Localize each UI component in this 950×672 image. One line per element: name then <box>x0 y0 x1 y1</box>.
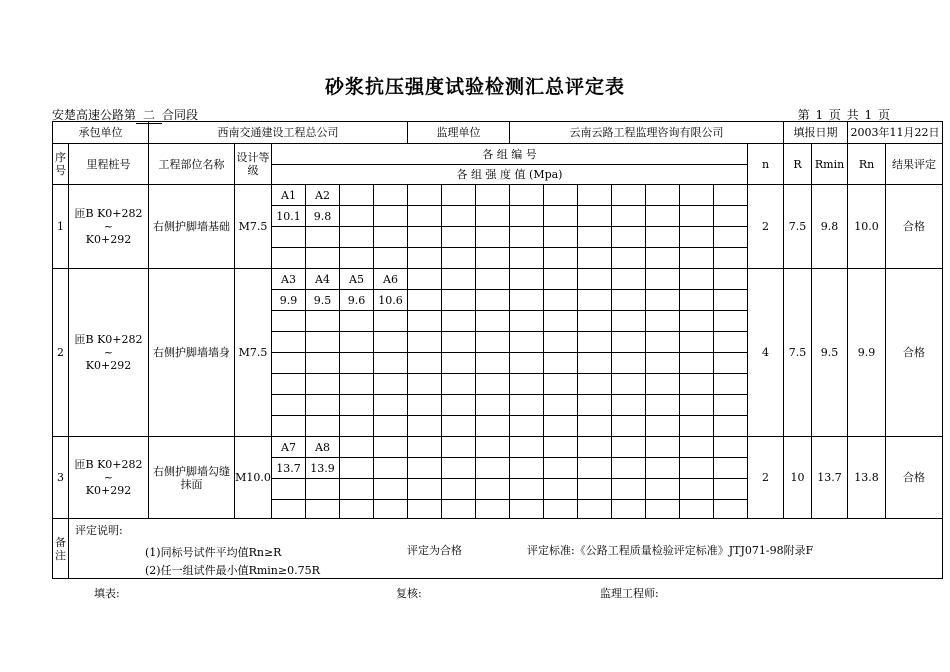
row-rmin: 9.5 <box>812 269 848 437</box>
sample-value: 9.8 <box>306 206 340 227</box>
station-start: 匝B K0+282 <box>74 207 143 220</box>
supervisor-label: 监理单位 <box>408 122 510 144</box>
remarks-item-2: (2)任一组试件最小值Rmin≥0.75R <box>145 563 320 577</box>
row-rn: 13.8 <box>848 437 886 519</box>
sample-id: A2 <box>306 185 340 206</box>
sample-id: A5 <box>340 269 374 290</box>
page-number: 第 1 页 共 1 页 <box>797 108 890 122</box>
row-station <box>69 269 149 437</box>
sample-id: A4 <box>306 269 340 290</box>
sample-id: A8 <box>306 437 340 458</box>
project-suffix: 合同段 <box>162 108 199 122</box>
form-title: 砂浆抗压强度试验检测汇总评定表 <box>324 76 625 98</box>
row-part: 右侧护脚墙墙身 <box>149 269 235 437</box>
row-r: 7.5 <box>784 185 812 269</box>
filler-signature: 填表: <box>94 587 120 600</box>
row-seq: 2 <box>53 269 69 437</box>
station-sep: ~ <box>103 346 114 359</box>
table-row <box>53 437 943 458</box>
row-grade: M7.5 <box>235 269 272 437</box>
contractor-label: 承包单位 <box>53 122 149 144</box>
sample-id: A1 <box>272 185 306 206</box>
date-value: 2003年11月22日 <box>848 122 943 144</box>
row-seq: 3 <box>53 437 69 519</box>
contractor-value: 西南交通建设工程总公司 <box>149 122 408 144</box>
sample-id: A3 <box>272 269 306 290</box>
remarks-heading: 评定说明: <box>75 523 123 537</box>
column-header-row-1 <box>53 144 943 165</box>
row-rn: 9.9 <box>848 269 886 437</box>
row-seq: 1 <box>53 185 69 269</box>
col-r: R <box>784 144 812 185</box>
col-rmin: Rmin <box>812 144 848 185</box>
remarks-item-1: (1)同标号试件平均值Rn≥R <box>145 545 282 559</box>
col-group-no: 各 组 编 号 <box>272 144 748 165</box>
remarks-standard: 评定标准:《公路工程质量检验评定标准》JTJ071-98附录F <box>527 543 814 557</box>
row-r: 10 <box>784 437 812 519</box>
engineer-signature: 监理工程师: <box>600 587 659 600</box>
col-grade: 设计等级 <box>235 144 272 185</box>
row-result: 合格 <box>886 269 943 437</box>
row-result: 合格 <box>886 185 943 269</box>
col-result: 结果评定 <box>886 144 943 185</box>
row-result: 合格 <box>886 437 943 519</box>
row-n: 2 <box>748 185 784 269</box>
row-rn: 10.0 <box>848 185 886 269</box>
row-grade: M7.5 <box>235 185 272 269</box>
station-end: K0+292 <box>85 233 132 246</box>
table-row <box>53 269 943 290</box>
header-row <box>53 122 943 144</box>
supervisor-value: 云南云路工程监理咨询有限公司 <box>510 122 784 144</box>
station-sep: ~ <box>103 471 114 484</box>
row-n: 4 <box>748 269 784 437</box>
col-station: 里程桩号 <box>69 144 149 185</box>
row-part: 右侧护脚墙勾缝抹面 <box>149 437 235 519</box>
row-rmin: 9.8 <box>812 185 848 269</box>
reviewer-signature: 复核: <box>396 587 422 600</box>
date-label: 填报日期 <box>784 122 848 144</box>
row-r: 7.5 <box>784 269 812 437</box>
remarks-content <box>69 519 943 579</box>
row-grade: M10.0 <box>235 437 272 519</box>
table-row <box>53 185 943 206</box>
sample-value: 9.6 <box>340 290 374 311</box>
col-rn: Rn <box>848 144 886 185</box>
row-rmin: 13.7 <box>812 437 848 519</box>
col-n: n <box>748 144 784 185</box>
project-section: 二 <box>136 106 162 124</box>
sample-id: A7 <box>272 437 306 458</box>
remarks-label: 备注 <box>53 519 69 579</box>
station-end: K0+292 <box>85 484 132 497</box>
project-prefix: 安楚高速公路第 <box>52 108 137 122</box>
sample-value: 13.9 <box>306 458 340 479</box>
col-seq: 序号 <box>53 144 69 185</box>
sample-value: 10.6 <box>374 290 408 311</box>
summary-table <box>52 121 943 579</box>
station-start: 匝B K0+282 <box>74 458 143 471</box>
remarks-row <box>53 519 943 579</box>
station-end: K0+292 <box>85 359 132 372</box>
sample-value: 13.7 <box>272 458 306 479</box>
row-station <box>69 437 149 519</box>
sample-value: 9.9 <box>272 290 306 311</box>
remarks-conclusion: 评定为合格 <box>407 543 462 557</box>
row-part: 右侧护脚墙基础 <box>149 185 235 269</box>
row-n: 2 <box>748 437 784 519</box>
row-station <box>69 185 149 269</box>
sample-value: 10.1 <box>272 206 306 227</box>
station-sep: ~ <box>103 220 114 233</box>
station-start: 匝B K0+282 <box>74 333 143 346</box>
sample-id: A6 <box>374 269 408 290</box>
col-group-strength: 各 组 强 度 值 (Mpa) <box>272 165 748 185</box>
col-part: 工程部位名称 <box>149 144 235 185</box>
sample-value: 9.5 <box>306 290 340 311</box>
